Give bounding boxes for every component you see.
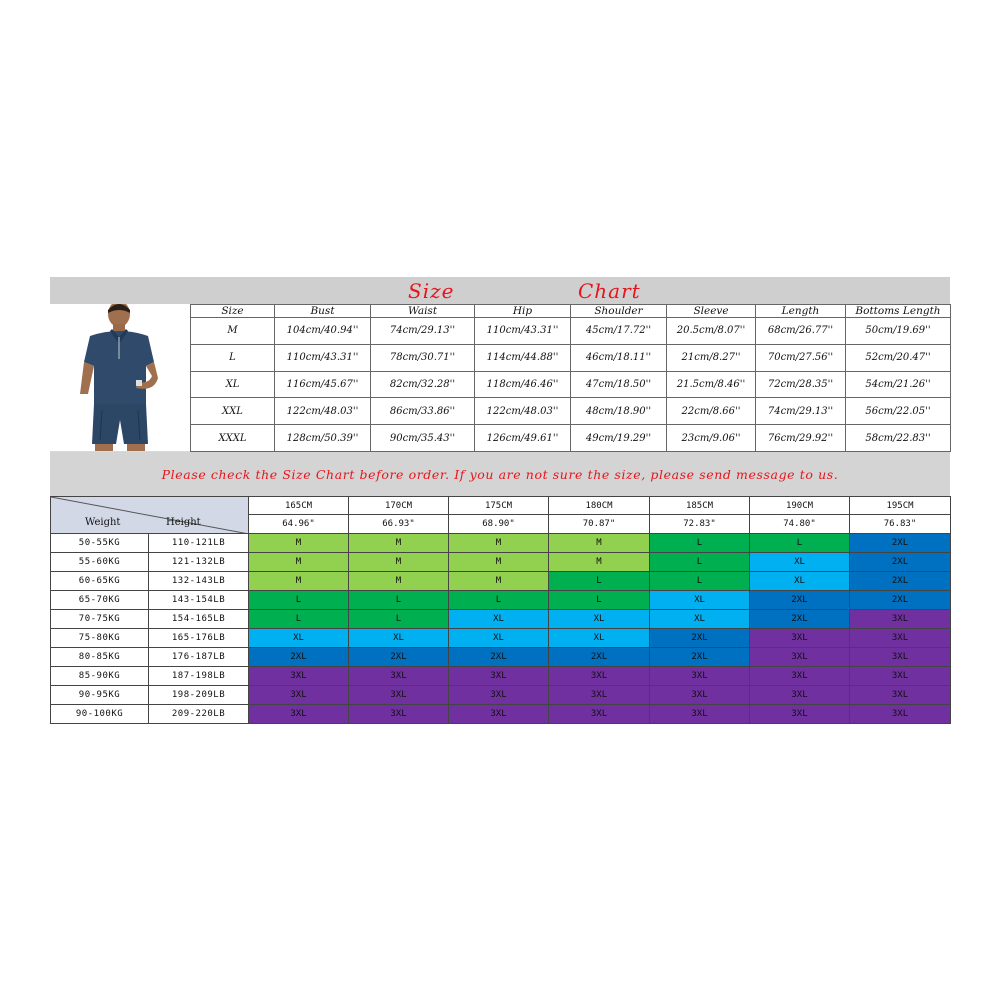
- weight-kg-cell: 50-55KG: [51, 534, 149, 553]
- weight-kg-cell: 75-80KG: [51, 629, 149, 648]
- size-chart: [50, 277, 950, 723]
- measurement-cell: 21cm/8.27'': [667, 344, 756, 371]
- size-label-cell: XXL: [191, 398, 275, 425]
- recommended-size-cell: 3XL: [850, 648, 951, 667]
- measurement-cell: 78cm/30.71'': [371, 344, 475, 371]
- recommended-size-cell: 3XL: [850, 705, 951, 724]
- measurement-cell: 86cm/33.86'': [371, 398, 475, 425]
- recommended-size-cell: L: [449, 591, 549, 610]
- measurement-cell: 45cm/17.72'': [571, 318, 667, 345]
- weight-kg-cell: 65-70KG: [51, 591, 149, 610]
- recommended-size-cell: 3XL: [650, 705, 750, 724]
- recommended-size-cell: M: [349, 534, 449, 553]
- recommended-size-cell: L: [249, 610, 349, 629]
- recommend-row: [51, 686, 951, 705]
- measurement-cell: 118cm/46.46'': [475, 371, 571, 398]
- height-cm-header: 195CM: [850, 497, 951, 515]
- weight-kg-cell: 80-85KG: [51, 648, 149, 667]
- recommended-size-cell: 2XL: [249, 648, 349, 667]
- measurement-cell: 74cm/29.13'': [756, 398, 846, 425]
- recommended-size-cell: 2XL: [549, 648, 650, 667]
- recommended-size-cell: M: [249, 553, 349, 572]
- measurement-cell: 90cm/35.43'': [371, 425, 475, 452]
- recommended-size-cell: XL: [549, 610, 650, 629]
- size-label-cell: L: [191, 344, 275, 371]
- weight-lb-cell: 209-220LB: [149, 705, 249, 724]
- recommended-size-cell: 3XL: [750, 629, 850, 648]
- height-cm-header: 170CM: [349, 497, 449, 515]
- recommended-size-cell: 2XL: [650, 648, 750, 667]
- recommended-size-cell: L: [549, 591, 650, 610]
- measurement-cell: 50cm/19.69'': [846, 318, 951, 345]
- weight-kg-cell: 60-65KG: [51, 572, 149, 591]
- recommended-size-cell: XL: [750, 553, 850, 572]
- recommended-size-cell: XL: [349, 629, 449, 648]
- measurement-cell: 114cm/44.88'': [475, 344, 571, 371]
- measurement-cell: 116cm/45.67'': [275, 371, 371, 398]
- measurement-cell: 70cm/27.56'': [756, 344, 846, 371]
- recommend-row: [51, 553, 951, 572]
- measurement-cell: 82cm/32.28'': [371, 371, 475, 398]
- notice-text: Please check the Size Chart before order. If you are not sure the size, please send message to us.: [161, 466, 839, 482]
- weight-lb-cell: 165-176LB: [149, 629, 249, 648]
- size-label-cell: M: [191, 318, 275, 345]
- weight-kg-cell: 90-100KG: [51, 705, 149, 724]
- recommended-size-cell: 2XL: [850, 572, 951, 591]
- measurement-cell: 54cm/21.26'': [846, 371, 951, 398]
- measurement-cell: 110cm/43.31'': [475, 318, 571, 345]
- measurement-cell: 74cm/29.13'': [371, 318, 475, 345]
- size-row: [191, 371, 951, 398]
- recommend-row: [51, 610, 951, 629]
- measurement-cell: 22cm/8.66'': [667, 398, 756, 425]
- recommended-size-cell: L: [650, 553, 750, 572]
- weight-lb-cell: 132-143LB: [149, 572, 249, 591]
- weight-lb-cell: 110-121LB: [149, 534, 249, 553]
- size-col-header: Size: [191, 305, 275, 318]
- recommended-size-cell: 3XL: [850, 629, 951, 648]
- size-col-header: Shoulder: [571, 305, 667, 318]
- recommended-size-cell: L: [549, 572, 650, 591]
- measurement-cell: 126cm/49.61'': [475, 425, 571, 452]
- measurement-cell: 46cm/18.11'': [571, 344, 667, 371]
- recommended-size-cell: XL: [549, 629, 650, 648]
- size-table-header-row: [191, 305, 951, 318]
- model-photo: [50, 304, 191, 451]
- weight-lb-cell: 187-198LB: [149, 667, 249, 686]
- recommended-size-cell: 3XL: [750, 686, 850, 705]
- size-notice: [50, 452, 950, 496]
- recommended-size-cell: 3XL: [449, 705, 549, 724]
- weight-lb-cell: 198-209LB: [149, 686, 249, 705]
- height-cm-header: 185CM: [650, 497, 750, 515]
- recommended-size-cell: 3XL: [449, 686, 549, 705]
- size-col-header: Bust: [275, 305, 371, 318]
- recommend-row: [51, 629, 951, 648]
- recommended-size-cell: M: [549, 534, 650, 553]
- recommended-size-cell: L: [349, 610, 449, 629]
- weight-lb-cell: 143-154LB: [149, 591, 249, 610]
- recommend-row: [51, 572, 951, 591]
- height-in-header: 72.83": [650, 515, 750, 534]
- recommended-size-cell: M: [549, 553, 650, 572]
- measurement-cell: 23cm/9.06'': [667, 425, 756, 452]
- recommend-row: [51, 648, 951, 667]
- size-col-header: Sleeve: [667, 305, 756, 318]
- weight-kg-cell: 85-90KG: [51, 667, 149, 686]
- recommended-size-cell: M: [249, 534, 349, 553]
- recommended-size-cell: 2XL: [650, 629, 750, 648]
- recommended-size-cell: 2XL: [850, 591, 951, 610]
- measurement-cell: 47cm/18.50'': [571, 371, 667, 398]
- measurement-cell: 72cm/28.35'': [756, 371, 846, 398]
- height-cm-header: 165CM: [249, 497, 349, 515]
- height-cm-header: 180CM: [549, 497, 650, 515]
- height-in-header: 68.90": [449, 515, 549, 534]
- recommend-row: [51, 667, 951, 686]
- title-size: Size: [408, 279, 455, 303]
- size-row: [191, 425, 951, 452]
- measurement-cell: 76cm/29.92'': [756, 425, 846, 452]
- recommended-size-cell: XL: [650, 610, 750, 629]
- size-label-cell: XL: [191, 371, 275, 398]
- measurement-cell: 128cm/50.39'': [275, 425, 371, 452]
- title-chart: Chart: [578, 279, 641, 303]
- recommended-size-cell: 3XL: [349, 705, 449, 724]
- measurement-cell: 122cm/48.03'': [475, 398, 571, 425]
- recommended-size-cell: 3XL: [449, 667, 549, 686]
- size-col-header: Length: [756, 305, 846, 318]
- recommended-size-cell: 3XL: [549, 686, 650, 705]
- recommend-row: [51, 705, 951, 724]
- measurement-cell: 20.5cm/8.07'': [667, 318, 756, 345]
- height-cm-header: 175CM: [449, 497, 549, 515]
- size-col-header: Bottoms Length: [846, 305, 951, 318]
- height-in-header: 66.93": [349, 515, 449, 534]
- recommended-size-cell: 3XL: [750, 705, 850, 724]
- recommended-size-cell: 3XL: [850, 667, 951, 686]
- recommend-row: [51, 591, 951, 610]
- recommended-size-cell: XL: [750, 572, 850, 591]
- measurement-cell: 52cm/20.47'': [846, 344, 951, 371]
- title-bar: [50, 277, 950, 305]
- weight-kg-cell: 70-75KG: [51, 610, 149, 629]
- recommended-size-cell: 3XL: [850, 686, 951, 705]
- recommended-size-cell: 3XL: [349, 667, 449, 686]
- measurement-cell: 104cm/40.94'': [275, 318, 371, 345]
- height-in-header: 70.87": [549, 515, 650, 534]
- measurement-cell: 68cm/26.77'': [756, 318, 846, 345]
- size-row: [191, 344, 951, 371]
- height-in-header: 64.96": [249, 515, 349, 534]
- weight-lb-cell: 121-132LB: [149, 553, 249, 572]
- recommended-size-cell: 3XL: [249, 686, 349, 705]
- size-label-cell: XXXL: [191, 425, 275, 452]
- recommended-size-cell: 3XL: [249, 705, 349, 724]
- recommended-size-cell: L: [750, 534, 850, 553]
- recommended-size-cell: XL: [449, 629, 549, 648]
- recommended-size-cell: 3XL: [750, 667, 850, 686]
- weight-height-corner: [51, 497, 249, 534]
- recommended-size-cell: 3XL: [549, 705, 650, 724]
- recommended-size-cell: 2XL: [850, 553, 951, 572]
- size-col-header: Hip: [475, 305, 571, 318]
- height-label: Height: [166, 517, 201, 528]
- recommended-size-cell: 3XL: [349, 686, 449, 705]
- measurement-cell: 122cm/48.03'': [275, 398, 371, 425]
- recommended-size-cell: 3XL: [249, 667, 349, 686]
- recommended-size-cell: M: [449, 572, 549, 591]
- recommended-size-cell: L: [349, 591, 449, 610]
- recommended-size-cell: M: [349, 553, 449, 572]
- recommended-size-cell: 3XL: [750, 648, 850, 667]
- measurement-cell: 49cm/19.29'': [571, 425, 667, 452]
- recommend-row: [51, 534, 951, 553]
- recommended-size-cell: M: [449, 553, 549, 572]
- recommended-size-cell: XL: [249, 629, 349, 648]
- weight-kg-cell: 90-95KG: [51, 686, 149, 705]
- size-col-header: Waist: [371, 305, 475, 318]
- recommended-size-cell: 2XL: [750, 610, 850, 629]
- recommended-size-cell: 2XL: [349, 648, 449, 667]
- recommended-size-cell: 3XL: [850, 610, 951, 629]
- recommended-size-cell: 3XL: [650, 667, 750, 686]
- size-row: [191, 318, 951, 345]
- recommended-size-cell: 3XL: [650, 686, 750, 705]
- recommended-size-cell: XL: [449, 610, 549, 629]
- weight-kg-cell: 55-60KG: [51, 553, 149, 572]
- size-recommendation-table: [50, 496, 951, 724]
- measurement-cell: 56cm/22.05'': [846, 398, 951, 425]
- measurement-cell: 110cm/43.31'': [275, 344, 371, 371]
- measurement-cell: 58cm/22.83'': [846, 425, 951, 452]
- recommended-size-cell: L: [650, 534, 750, 553]
- recommended-size-cell: 2XL: [750, 591, 850, 610]
- recommended-size-cell: 2XL: [850, 534, 951, 553]
- height-cm-header: 190CM: [750, 497, 850, 515]
- size-measurements-table: [190, 304, 951, 452]
- measurement-cell: 48cm/18.90'': [571, 398, 667, 425]
- size-row: [191, 398, 951, 425]
- height-in-header: 74.80": [750, 515, 850, 534]
- height-in-header: 76.83": [850, 515, 951, 534]
- recommended-size-cell: L: [249, 591, 349, 610]
- weight-lb-cell: 154-165LB: [149, 610, 249, 629]
- recommended-size-cell: L: [650, 572, 750, 591]
- recommended-size-cell: XL: [650, 591, 750, 610]
- measurement-cell: 21.5cm/8.46'': [667, 371, 756, 398]
- recommended-size-cell: 3XL: [549, 667, 650, 686]
- weight-label: Weight: [85, 517, 121, 528]
- weight-lb-cell: 176-187LB: [149, 648, 249, 667]
- recommended-size-cell: M: [249, 572, 349, 591]
- recommended-size-cell: M: [349, 572, 449, 591]
- recommended-size-cell: M: [449, 534, 549, 553]
- recommended-size-cell: 2XL: [449, 648, 549, 667]
